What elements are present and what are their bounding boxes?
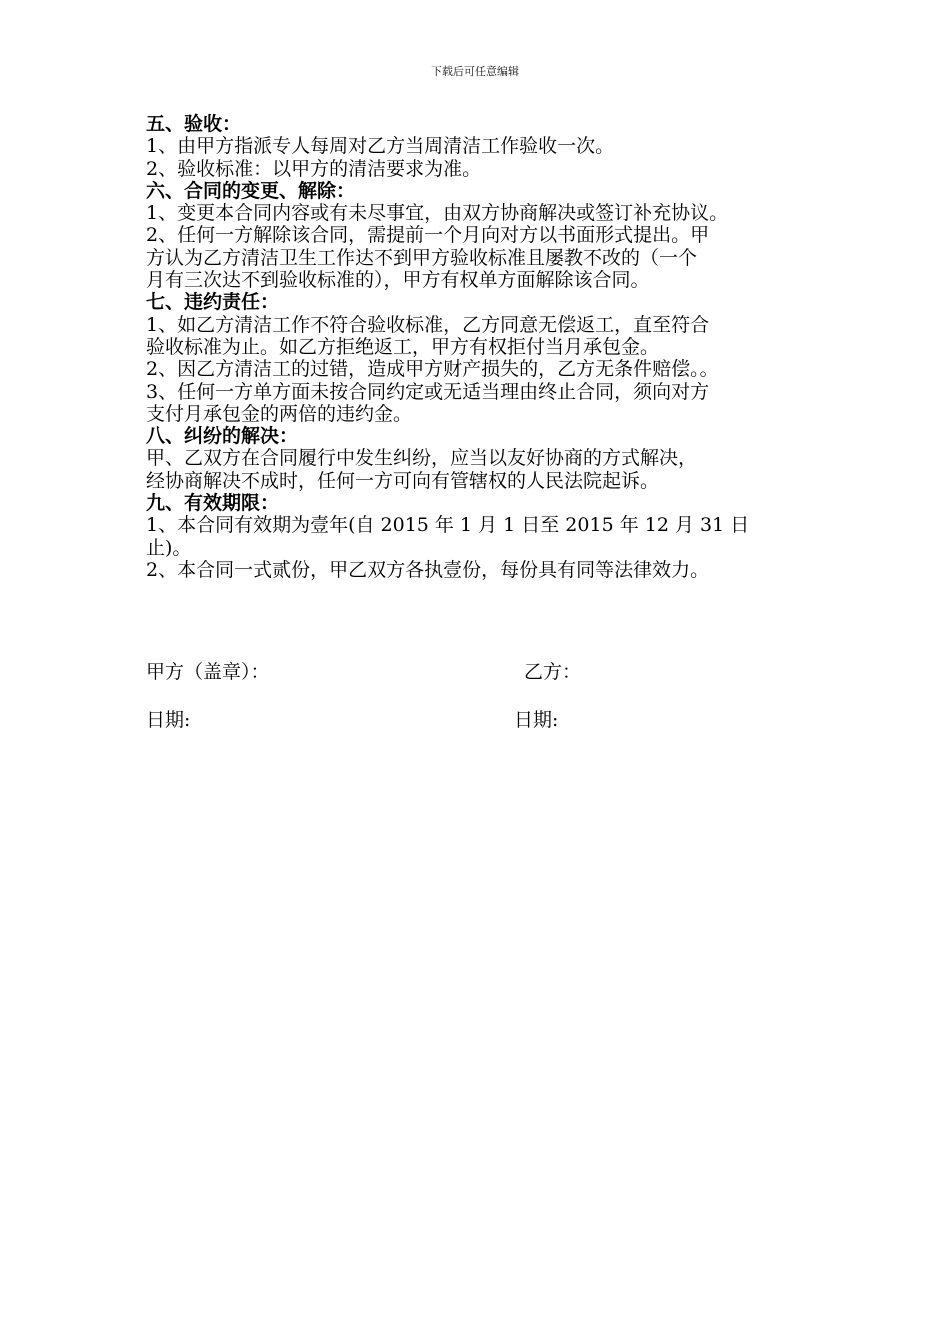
clause-line: 2、验收标准：以甲方的清洁要求为准。 [146,157,482,180]
clause-line: 验收标准为止。如乙方拒绝返工，甲方有权拒付当月承包金。 [146,335,660,358]
clause-line: 月有三次达不到验收标准的），甲方有权单方面解除该合同。 [146,269,650,292]
party-a-date-label: 日期: [146,709,191,731]
section-heading: 九、有效期限： [146,492,280,515]
party-b-label: 乙方： [524,661,582,683]
contract-body [146,113,811,581]
clause-line: 1、变更本合同内容或有未尽事宜，由双方协商解决或签订补充协议。 [146,202,729,225]
clause-line: 止)。 [146,536,192,559]
party-a-seal-label: 甲方（盖章）： [146,661,270,683]
signature-row [146,660,811,684]
section-acceptance [146,113,811,180]
clause-line: 2、本合同一式贰份，甲乙双方各执壹份，每份具有同等法律效力。 [146,558,710,581]
clause-line: 3、任何一方单方面未按合同约定或无适当理由终止合同，须向对方 [146,380,710,403]
date-row [146,708,811,732]
clause-line: 1、由甲方指派专人每周对乙方当周清洁工作验收一次。 [146,135,615,158]
section-validity-period [146,492,811,581]
page-header-note: 下载后可任意编辑 [431,65,519,78]
section-change-termination [146,180,811,291]
section-heading: 六、合同的变更、解除： [146,179,356,202]
section-heading: 八、纠纷的解决： [146,425,299,448]
section-breach-liability [146,291,811,425]
clause-line: 经协商解决不成时，任何一方可向有管辖权的人民法院起诉。 [146,469,660,492]
section-dispute-resolution [146,425,811,492]
clause-line: 1、本合同有效期为壹年(自 2015 年 1 月 1 日至 2015 年 12 月 31 日 [146,514,750,537]
clause-line: 2、因乙方清洁工的过错，造成甲方财产损失的，乙方无条件赔偿。。 [146,358,719,381]
section-heading: 七、违约责任： [146,291,280,314]
clause-line: 甲、乙双方在合同履行中发生纠纷，应当以友好协商的方式解决， [146,447,698,470]
party-b-date-label: 日期: [514,709,559,731]
clause-line: 1、如乙方清洁工作不符合验收标准，乙方同意无偿返工，直至符合 [146,313,710,336]
clause-line: 方认为乙方清洁卫生工作达不到甲方验收标准且屡教不改的（一个 [146,246,698,269]
clause-line: 2、任何一方解除该合同，需提前一个月向对方以书面形式提出。甲 [146,224,710,247]
clause-line: 支付月承包金的两倍的违约金。 [146,402,413,425]
section-heading: 五、验收： [146,113,242,135]
